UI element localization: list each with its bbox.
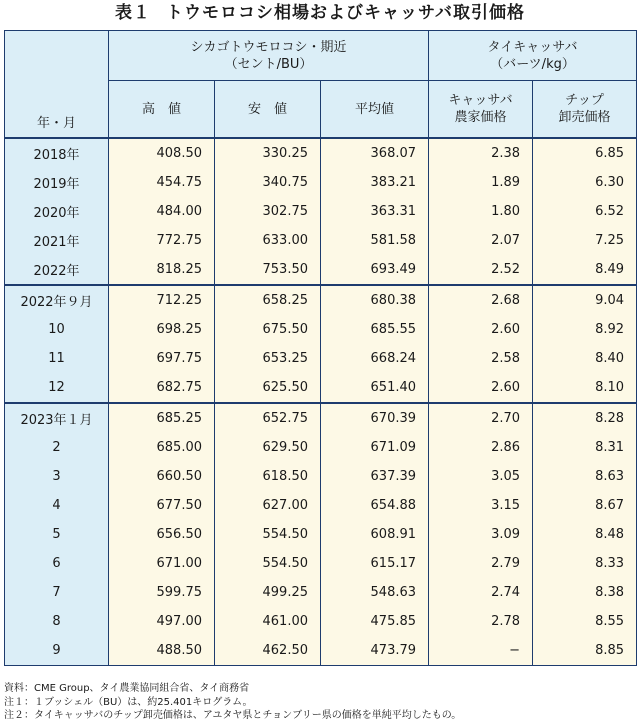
table-row bbox=[5, 197, 637, 226]
table-row bbox=[5, 433, 637, 462]
high-price-cell: 697.75 bbox=[109, 344, 215, 373]
low-price-cell: 302.75 bbox=[215, 197, 321, 226]
low-price-cell: 652.75 bbox=[215, 403, 321, 433]
period-label: 2018年 bbox=[5, 138, 109, 168]
chip-price-cell: 6.30 bbox=[533, 168, 637, 197]
high-price-cell: 599.75 bbox=[109, 578, 215, 607]
table-row bbox=[5, 285, 637, 315]
average-price-cell: 651.40 bbox=[321, 373, 429, 403]
high-price-cell: 682.75 bbox=[109, 373, 215, 403]
farm-price-cell: 2.78 bbox=[429, 607, 533, 636]
high-price-cell: 660.50 bbox=[109, 462, 215, 491]
chip-price-cell: 8.38 bbox=[533, 578, 637, 607]
farm-price-cell: 1.89 bbox=[429, 168, 533, 197]
chip-price-cell: 8.40 bbox=[533, 344, 637, 373]
high-price-cell: 454.75 bbox=[109, 168, 215, 197]
period-label: 2023年１月 bbox=[5, 403, 109, 433]
table-row bbox=[5, 403, 637, 433]
average-price-cell: 668.24 bbox=[321, 344, 429, 373]
farm-price-cell: 2.79 bbox=[429, 549, 533, 578]
table-row bbox=[5, 636, 637, 666]
chicago-corn-group-header bbox=[109, 31, 429, 81]
chip-price-cell: 8.31 bbox=[533, 433, 637, 462]
low-price-cell: 554.50 bbox=[215, 549, 321, 578]
high-price-cell: 497.00 bbox=[109, 607, 215, 636]
farm-price-cell: 2.68 bbox=[429, 285, 533, 315]
chip-price-cell: 8.55 bbox=[533, 607, 637, 636]
period-label: 12 bbox=[5, 373, 109, 403]
table-title bbox=[0, 0, 640, 28]
low-price-cell: 653.25 bbox=[215, 344, 321, 373]
average-price-cell: 637.39 bbox=[321, 462, 429, 491]
average-price-cell: 608.91 bbox=[321, 520, 429, 549]
table-body bbox=[5, 138, 637, 666]
low-price-cell: 461.00 bbox=[215, 607, 321, 636]
low-price-cell: 675.50 bbox=[215, 315, 321, 344]
farm-price-header-line2: 農家価格 bbox=[454, 110, 507, 125]
chip-price-cell: 8.10 bbox=[533, 373, 637, 403]
chip-price-cell: 9.04 bbox=[533, 285, 637, 315]
high-price-cell: 685.25 bbox=[109, 403, 215, 433]
low-price-cell: 633.00 bbox=[215, 226, 321, 255]
high-price-cell: 818.25 bbox=[109, 255, 215, 285]
table-number: 表１ bbox=[115, 3, 152, 23]
year-month-header: 年・月 bbox=[5, 31, 109, 139]
farm-price-cell: 2.60 bbox=[429, 373, 533, 403]
farm-price-cell: 2.60 bbox=[429, 315, 533, 344]
period-label: 10 bbox=[5, 315, 109, 344]
thai-cassava-group-header bbox=[429, 31, 637, 81]
period-label: 2022年９月 bbox=[5, 285, 109, 315]
low-price-cell: 625.50 bbox=[215, 373, 321, 403]
chip-price-cell: 7.25 bbox=[533, 226, 637, 255]
table-row bbox=[5, 520, 637, 549]
period-label: 3 bbox=[5, 462, 109, 491]
average-price-cell: 368.07 bbox=[321, 138, 429, 168]
high-price-cell: 685.00 bbox=[109, 433, 215, 462]
farm-price-header bbox=[429, 81, 533, 139]
period-label: 6 bbox=[5, 549, 109, 578]
table-row bbox=[5, 138, 637, 168]
period-label: 2020年 bbox=[5, 197, 109, 226]
average-price-cell: 654.88 bbox=[321, 491, 429, 520]
average-price-cell: 475.85 bbox=[321, 607, 429, 636]
low-price-cell: 554.50 bbox=[215, 520, 321, 549]
chip-price-cell: 8.33 bbox=[533, 549, 637, 578]
farm-price-cell: 3.05 bbox=[429, 462, 533, 491]
table-title-text: トウモロコシ相場およびキャッサバ取引価格 bbox=[165, 3, 525, 23]
table-row bbox=[5, 255, 637, 285]
low-price-cell: 629.50 bbox=[215, 433, 321, 462]
chip-price-cell: 8.28 bbox=[533, 403, 637, 433]
high-price-cell: 677.50 bbox=[109, 491, 215, 520]
average-price-cell: 548.63 bbox=[321, 578, 429, 607]
low-price-cell: 462.50 bbox=[215, 636, 321, 666]
chip-price-cell: 6.52 bbox=[533, 197, 637, 226]
low-price-cell: 658.25 bbox=[215, 285, 321, 315]
table-row bbox=[5, 491, 637, 520]
chip-price-cell: 8.49 bbox=[533, 255, 637, 285]
farm-price-cell: 1.80 bbox=[429, 197, 533, 226]
note-2: 注２：タイキャッサバのチップ卸売価格は、アユタヤ県とチョンブリー県の価格を単純平均したもの。 bbox=[4, 710, 462, 721]
high-price-header: 高 値 bbox=[109, 81, 215, 139]
farm-price-cell: 2.70 bbox=[429, 403, 533, 433]
farm-price-cell: 3.15 bbox=[429, 491, 533, 520]
high-price-cell: 408.50 bbox=[109, 138, 215, 168]
farm-price-cell: 2.58 bbox=[429, 344, 533, 373]
low-price-cell: 499.25 bbox=[215, 578, 321, 607]
farm-price-cell: 2.52 bbox=[429, 255, 533, 285]
farm-price-cell: 3.09 bbox=[429, 520, 533, 549]
average-price-cell: 363.31 bbox=[321, 197, 429, 226]
average-price-header: 平均値 bbox=[321, 81, 429, 139]
chicago-corn-title: シカゴトウモロコシ・期近 bbox=[190, 39, 347, 55]
thai-cassava-title: タイキャッサバ bbox=[487, 39, 578, 55]
period-label: 7 bbox=[5, 578, 109, 607]
average-price-cell: 680.38 bbox=[321, 285, 429, 315]
footnotes bbox=[4, 682, 636, 723]
period-label: 9 bbox=[5, 636, 109, 666]
farm-price-header-line1: キャッサバ bbox=[448, 93, 513, 108]
period-label: 2019年 bbox=[5, 168, 109, 197]
table-row bbox=[5, 226, 637, 255]
chip-price-cell: 8.48 bbox=[533, 520, 637, 549]
low-price-cell: 627.00 bbox=[215, 491, 321, 520]
average-price-cell: 473.79 bbox=[321, 636, 429, 666]
period-label: 5 bbox=[5, 520, 109, 549]
source-note: 資料：CME Group、タイ農業協同組合省、タイ商務省 bbox=[4, 683, 250, 694]
table-row bbox=[5, 315, 637, 344]
table-row bbox=[5, 373, 637, 403]
period-label: 8 bbox=[5, 607, 109, 636]
table-row bbox=[5, 578, 637, 607]
average-price-cell: 615.17 bbox=[321, 549, 429, 578]
high-price-cell: 656.50 bbox=[109, 520, 215, 549]
average-price-cell: 685.55 bbox=[321, 315, 429, 344]
high-price-cell: 712.25 bbox=[109, 285, 215, 315]
high-price-cell: 488.50 bbox=[109, 636, 215, 666]
average-price-cell: 693.49 bbox=[321, 255, 429, 285]
chip-price-header bbox=[533, 81, 637, 139]
low-price-cell: 340.75 bbox=[215, 168, 321, 197]
table-row bbox=[5, 168, 637, 197]
price-table bbox=[4, 30, 637, 666]
average-price-cell: 670.39 bbox=[321, 403, 429, 433]
table-row bbox=[5, 607, 637, 636]
low-price-cell: 330.25 bbox=[215, 138, 321, 168]
farm-price-cell: 2.07 bbox=[429, 226, 533, 255]
chip-price-cell: 8.63 bbox=[533, 462, 637, 491]
chip-price-cell: 8.92 bbox=[533, 315, 637, 344]
average-price-cell: 383.21 bbox=[321, 168, 429, 197]
farm-price-cell: 2.86 bbox=[429, 433, 533, 462]
low-price-header: 安 値 bbox=[215, 81, 321, 139]
average-price-cell: 671.09 bbox=[321, 433, 429, 462]
table-row bbox=[5, 549, 637, 578]
high-price-cell: 698.25 bbox=[109, 315, 215, 344]
table-row bbox=[5, 344, 637, 373]
farm-price-cell: 2.74 bbox=[429, 578, 533, 607]
average-price-cell: 581.58 bbox=[321, 226, 429, 255]
low-price-cell: 618.50 bbox=[215, 462, 321, 491]
chip-price-header-line2: 卸売価格 bbox=[558, 110, 611, 125]
chip-price-cell: 8.67 bbox=[533, 491, 637, 520]
farm-price-cell: 2.38 bbox=[429, 138, 533, 168]
chip-price-header-line1: チップ bbox=[565, 93, 604, 108]
period-label: 4 bbox=[5, 491, 109, 520]
chip-price-cell: 6.85 bbox=[533, 138, 637, 168]
high-price-cell: 772.75 bbox=[109, 226, 215, 255]
farm-price-cell: − bbox=[429, 636, 533, 666]
high-price-cell: 484.00 bbox=[109, 197, 215, 226]
table-row bbox=[5, 462, 637, 491]
period-label: 2022年 bbox=[5, 255, 109, 285]
period-label: 2021年 bbox=[5, 226, 109, 255]
chicago-corn-unit: （セント/BU） bbox=[224, 56, 313, 72]
period-label: 2 bbox=[5, 433, 109, 462]
note-1: 注１：１ブッシェル（BU）は、約25.401キログラム。 bbox=[4, 696, 253, 708]
thai-cassava-unit: （バーツ/kg） bbox=[490, 56, 575, 72]
high-price-cell: 671.00 bbox=[109, 549, 215, 578]
low-price-cell: 753.50 bbox=[215, 255, 321, 285]
chip-price-cell: 8.85 bbox=[533, 636, 637, 666]
period-label: 11 bbox=[5, 344, 109, 373]
